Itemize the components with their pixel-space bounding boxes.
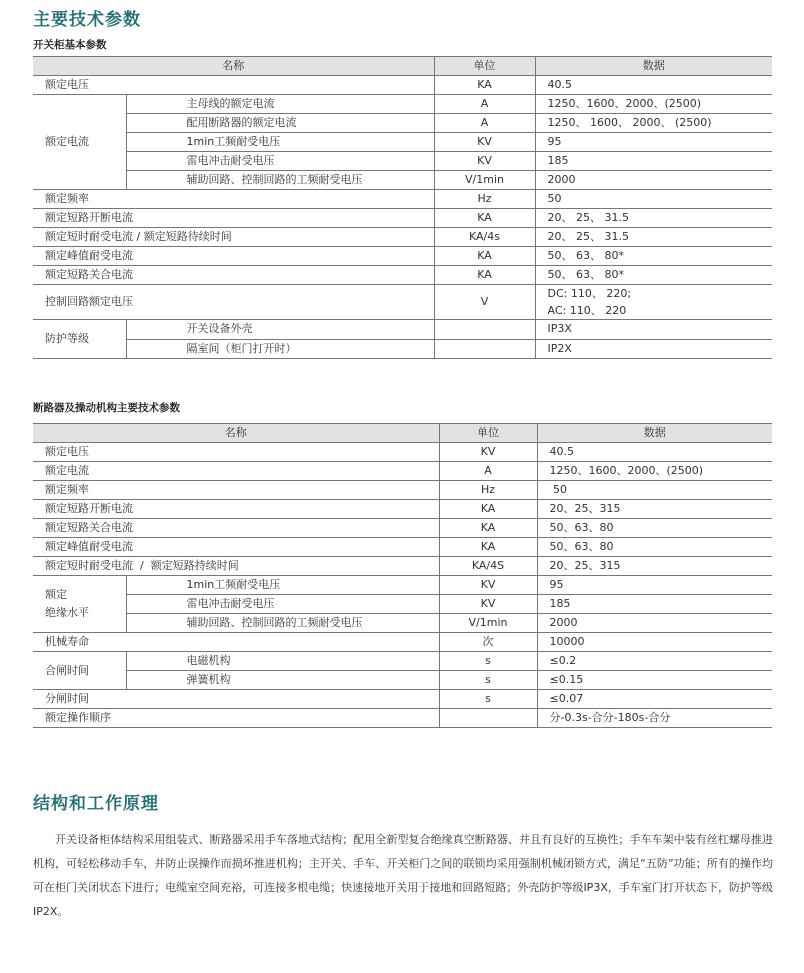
cell-unit: KV [439, 443, 537, 462]
table-row [33, 228, 772, 247]
table-row [33, 339, 772, 359]
cell-unit [439, 709, 537, 728]
cell-name: 额定电压 [33, 443, 439, 462]
header-name: 名称 [33, 424, 439, 443]
table-row [33, 266, 772, 285]
table-row [33, 247, 772, 266]
switchgear-params-table [33, 56, 772, 359]
table-row [33, 652, 772, 671]
cell-data: 1250、1600、2000、(2500) [537, 462, 772, 481]
section-title-structure: 结构和工作原理 [33, 794, 159, 814]
cell-data: 10000 [537, 633, 772, 652]
cell-unit: Hz [439, 481, 537, 500]
group-insulation-line2: 绝缘水平 [45, 606, 89, 619]
cell-unit [434, 339, 535, 359]
cell-data: 2000 [537, 614, 772, 633]
header-data: 数据 [535, 57, 772, 76]
table-row [33, 709, 772, 728]
cell-name: 雷电冲击耐受电压 [126, 595, 439, 614]
table-header-row [33, 57, 772, 76]
cell-unit: KA [434, 247, 535, 266]
table-row [33, 690, 772, 709]
cell-unit: KV [439, 595, 537, 614]
cell-data: 185 [535, 152, 772, 171]
cell-unit: A [439, 462, 537, 481]
cell-unit: V [434, 285, 535, 320]
cell-name: 额定峰值耐受电流 [33, 538, 439, 557]
cell-name: 隔室间（柜门打开时） [126, 339, 434, 359]
cell-name: 额定短时耐受电流 / 额定短路待续时间 [33, 228, 434, 247]
cell-data: 20、 25、 31.5 [535, 228, 772, 247]
table-row [33, 519, 772, 538]
cell-unit: s [439, 690, 537, 709]
cell-data: 50 [535, 190, 772, 209]
table-row [33, 614, 772, 633]
cell-data: 185 [537, 595, 772, 614]
cell-name: 额定频率 [33, 190, 434, 209]
cell-data: 50 [537, 481, 772, 500]
cell-data: 95 [535, 133, 772, 152]
cell-unit: KA [434, 209, 535, 228]
structure-paragraph: 开关设备柜体结构采用组装式、断路器采用手车落地式结构；配用全新型复合绝缘真空断路器、并且有良好的互换性；手车车架中装有丝杠螺母推进机构，可轻松移动手车，并防止误操作而损坏推进机构；主开关、手车、开关柜门之间的联锁均采用强制机械闭锁方式，满足“五防”功能；所有的操作均可在柜门关闭状态下进行；电缆室空间充裕，可连接多根电缆；快速接地开关用于接地和回路短路；外壳防护等级IP3X，手车室门打开状态下，防护等级IP2X。 [33, 833, 773, 918]
cell-data: 95 [537, 576, 772, 595]
cell-data: ≤0.15 [537, 671, 772, 690]
cell-unit: KA [439, 538, 537, 557]
table-row [33, 114, 772, 133]
cell-unit: A [434, 95, 535, 114]
cell-unit: A [434, 114, 535, 133]
cell-unit: KA [439, 500, 537, 519]
group-insulation-line1: 额定 [45, 588, 67, 601]
cell-name: 电磁机构 [126, 652, 439, 671]
cell-unit: KA [439, 519, 537, 538]
table-row [33, 595, 772, 614]
cell-data: 40.5 [537, 443, 772, 462]
table-row [33, 443, 772, 462]
table-row [33, 285, 772, 320]
group-insulation [33, 576, 126, 633]
table-row [33, 76, 772, 95]
cell-data: ≤0.07 [537, 690, 772, 709]
cell-name: 额定短路开断电流 [33, 500, 439, 519]
header-unit: 单位 [439, 424, 537, 443]
cell-name: 分闸时间 [33, 690, 439, 709]
cell-data [535, 285, 772, 320]
table-row [33, 171, 772, 190]
cell-name: 额定频率 [33, 481, 439, 500]
group-protection: 防护等级 [33, 320, 126, 359]
cell-name: 主母线的额定电流 [126, 95, 434, 114]
cell-name: 额定短路关合电流 [33, 266, 434, 285]
cell-data: IP3X [535, 320, 772, 340]
cell-name: 额定短路开断电流 [33, 209, 434, 228]
table-row [33, 671, 772, 690]
cell-data: 1250、 1600、 2000、 (2500) [535, 114, 772, 133]
cell-data: 2000 [535, 171, 772, 190]
table-row [33, 190, 772, 209]
cell-unit: KV [434, 152, 535, 171]
breaker-params-table [33, 423, 772, 728]
table-row [33, 538, 772, 557]
cell-unit: 次 [439, 633, 537, 652]
cell-data: 50、 63、 80* [535, 247, 772, 266]
cell-data: 分-0.3s-合分-180s-合分 [537, 709, 772, 728]
cell-unit: KA/4S [439, 557, 537, 576]
cell-data: 20、25、315 [537, 557, 772, 576]
table-row [33, 152, 772, 171]
cell-unit: KA [434, 76, 535, 95]
dc-voltage: DC: 110、 220; [547, 287, 632, 300]
cell-name: 1min工频耐受电压 [126, 133, 434, 152]
cell-name: 配用断路器的额定电流 [126, 114, 434, 133]
cell-name: 开关设备外壳 [126, 320, 434, 340]
cell-name: 额定短时耐受电流 / 额定短路持续时间 [33, 557, 439, 576]
cell-name: 弹簧机构 [126, 671, 439, 690]
cell-name: 额定电流 [33, 462, 439, 481]
cell-name: 雷电冲击耐受电压 [126, 152, 434, 171]
table2-caption: 断路器及操动机构主要技术参数 [33, 402, 180, 414]
cell-unit: KA/4s [434, 228, 535, 247]
group-close-time: 合闸时间 [33, 652, 126, 690]
cell-data: 20、 25、 31.5 [535, 209, 772, 228]
cell-name: 控制回路额定电压 [33, 285, 434, 320]
cell-data: 50、 63、 80* [535, 266, 772, 285]
cell-unit: KA [434, 266, 535, 285]
table-row [33, 209, 772, 228]
table-row [33, 500, 772, 519]
ac-voltage: AC: 110、 220 [547, 304, 627, 317]
section-title-technical-params: 主要技术参数 [33, 10, 141, 30]
cell-name: 额定峰值耐受电流 [33, 247, 434, 266]
table-row [33, 576, 772, 595]
cell-unit [434, 320, 535, 340]
cell-name: 机械寿命 [33, 633, 439, 652]
cell-data: 1250、1600、2000、(2500) [535, 95, 772, 114]
table-row [33, 557, 772, 576]
table-row [33, 320, 772, 340]
cell-unit: V/1min [439, 614, 537, 633]
cell-unit: KV [434, 133, 535, 152]
cell-unit: s [439, 671, 537, 690]
header-name: 名称 [33, 57, 434, 76]
cell-data: 40.5 [535, 76, 772, 95]
cell-data: 20、25、315 [537, 500, 772, 519]
cell-name: 1min工频耐受电压 [126, 576, 439, 595]
table1-caption: 开关柜基本参数 [33, 39, 107, 51]
table-header-row [33, 424, 772, 443]
cell-data: 50、63、80 [537, 538, 772, 557]
cell-data: IP2X [535, 339, 772, 359]
cell-name: 额定短路关合电流 [33, 519, 439, 538]
table-row [33, 481, 772, 500]
cell-unit: s [439, 652, 537, 671]
cell-unit: Hz [434, 190, 535, 209]
cell-data: 50、63、80 [537, 519, 772, 538]
cell-name: 额定操作顺序 [33, 709, 439, 728]
cell-name: 辅助回路、控制回路的工频耐受电压 [126, 171, 434, 190]
cell-unit: V/1min [434, 171, 535, 190]
cell-data: ≤0.2 [537, 652, 772, 671]
table-row [33, 133, 772, 152]
cell-name: 额定电压 [33, 76, 434, 95]
group-rated-current: 额定电流 [33, 95, 126, 190]
table-row [33, 95, 772, 114]
cell-name: 辅助回路、控制回路的工频耐受电压 [126, 614, 439, 633]
header-data: 数据 [537, 424, 772, 443]
table-row [33, 633, 772, 652]
header-unit: 单位 [434, 57, 535, 76]
table-row [33, 462, 772, 481]
cell-unit: KV [439, 576, 537, 595]
